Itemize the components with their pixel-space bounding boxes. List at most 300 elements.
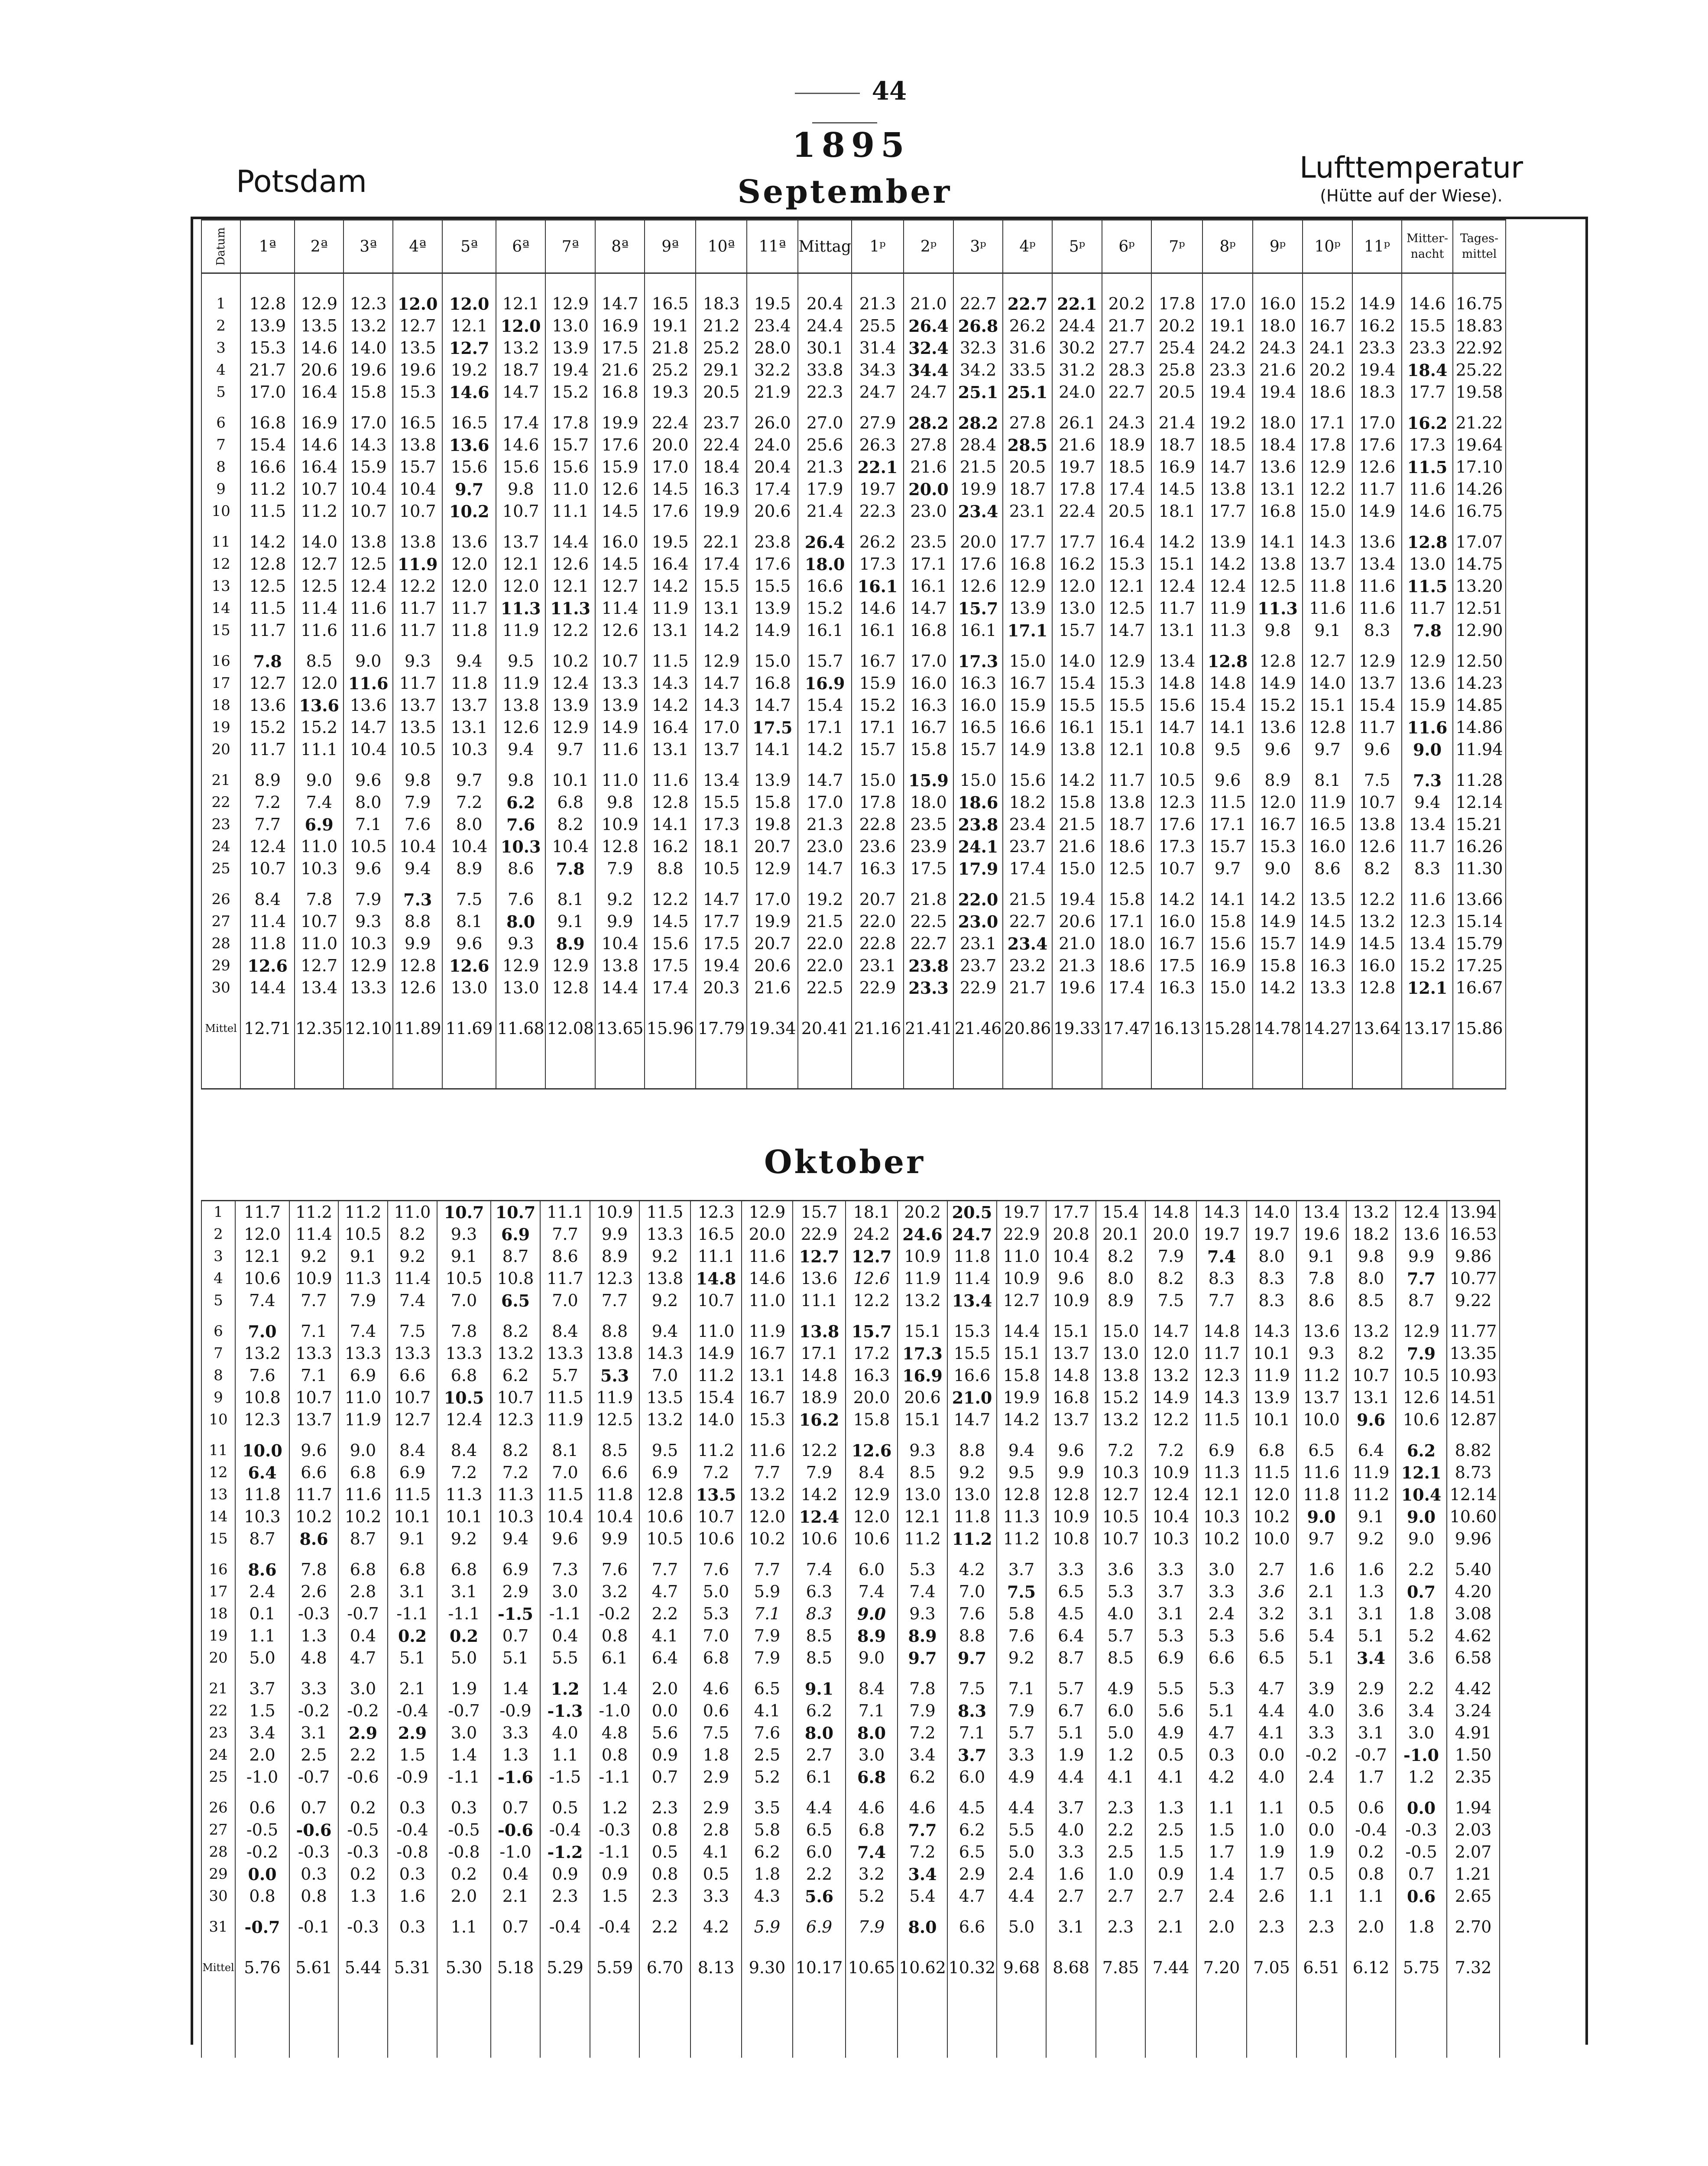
value-cell: 2.3 [540,1885,590,1907]
value-cell: 17.0 [798,791,852,814]
value-cell: 19.64 [1453,434,1506,456]
value-cell: 11.9 [540,1409,590,1431]
value-cell: 17.6 [953,553,1003,575]
value-cell: 8.2 [1346,1342,1396,1365]
value-cell: 1.6 [1296,1559,1346,1581]
value-cell: 14.4 [545,531,595,553]
value-cell: 4.2 [947,1559,997,1581]
mean-cell: 5.76 [235,1947,289,1988]
value-cell: 18.0 [1253,315,1303,337]
value-cell: 14.23 [1453,672,1506,694]
value-cell: 4.1 [1096,1766,1145,1788]
value-cell: 17.7 [1402,381,1453,403]
header-row [201,220,1506,273]
mean-cell: 15.96 [645,1008,696,1049]
value-cell: 9.3 [344,911,393,933]
value-cell: 10.1 [437,1506,491,1528]
value-cell: 11.30 [1453,858,1506,880]
value-cell: 11.3 [496,597,545,619]
value-cell: 12.0 [295,672,344,694]
value-cell: 16.7 [742,1342,793,1365]
value-cell: 2.0 [639,1678,690,1700]
value-cell: 9.8 [595,791,645,814]
value-cell: 21.4 [1151,412,1202,434]
value-cell: 21.6 [1052,434,1102,456]
value-cell: 7.8 [1296,1268,1346,1290]
value-cell: 21.6 [904,456,953,478]
mean-cell: 15.86 [1453,1008,1506,1049]
value-cell: -0.5 [235,1819,289,1841]
value-cell: 13.8 [595,955,645,977]
value-cell: 1.0 [1247,1819,1296,1841]
value-cell: 21.7 [1003,977,1052,999]
mean-cell: 14.27 [1303,1008,1352,1049]
value-cell: 0.3 [289,1863,338,1885]
value-cell: 13.3 [344,977,393,999]
value-cell: 6.8 [545,791,595,814]
value-cell: -0.8 [388,1841,437,1863]
value-cell: 12.2 [545,619,595,642]
value-cell: 6.4 [1046,1625,1096,1647]
value-cell: 15.8 [846,1409,898,1431]
value-cell: 0.7 [1396,1581,1447,1603]
value-cell: 9.4 [442,650,496,672]
value-cell: 18.0 [904,791,953,814]
value-cell: 8.5 [590,1440,639,1462]
table-row [201,1268,1500,1290]
value-cell: 15.9 [1402,694,1453,717]
value-cell: 18.6 [1102,955,1151,977]
value-cell: 8.9 [240,769,295,791]
mean-cell: 19.34 [747,1008,798,1049]
value-cell: 15.4 [240,434,295,456]
value-cell: 9.4 [491,1528,540,1550]
value-cell: 7.3 [540,1559,590,1581]
table-row [201,1528,1500,1550]
value-cell: 2.03 [1447,1819,1500,1841]
value-cell: 0.6 [690,1700,742,1722]
value-cell: 17.1 [1202,814,1253,836]
value-cell: 0.0 [1296,1819,1346,1841]
value-cell: 16.26 [1453,836,1506,858]
value-cell: 17.6 [747,553,798,575]
value-cell: 9.96 [1447,1528,1500,1550]
value-cell: 9.6 [289,1440,338,1462]
value-cell: 2.2 [1396,1559,1447,1581]
value-cell: 18.4 [1402,359,1453,381]
value-cell: 0.2 [338,1863,388,1885]
value-cell: 20.2 [1151,315,1202,337]
value-cell: 10.7 [496,500,545,522]
value-cell: 21.3 [852,293,904,315]
value-cell: 23.3 [1352,337,1402,359]
day-cell: 5 [201,381,240,403]
value-cell: 23.1 [852,955,904,977]
value-cell: -1.2 [540,1841,590,1863]
value-cell: 26.8 [953,315,1003,337]
value-cell: 12.9 [496,955,545,977]
value-cell: 14.9 [747,619,798,642]
value-cell: 6.2 [491,1365,540,1387]
value-cell: 5.4 [898,1885,947,1907]
value-cell: 2.1 [491,1885,540,1907]
value-cell: 15.3 [947,1320,997,1342]
value-cell: 9.9 [590,1528,639,1550]
value-cell: 22.8 [852,814,904,836]
value-cell: 7.9 [1396,1342,1447,1365]
value-cell: 17.3 [953,650,1003,672]
value-cell: 1.6 [1046,1863,1096,1885]
value-cell: 10.4 [1046,1245,1096,1268]
value-cell: 0.3 [388,1916,437,1938]
value-cell: 6.9 [295,814,344,836]
value-cell: 9.4 [496,739,545,761]
table-subtitle: (Hütte auf der Wiese). [1320,186,1503,205]
value-cell: 8.0 [496,911,545,933]
value-cell: 13.6 [442,531,496,553]
value-cell: 8.9 [898,1625,947,1647]
value-cell: 12.0 [393,293,442,315]
value-cell: 15.5 [1052,694,1102,717]
value-cell: 14.2 [1151,531,1202,553]
value-cell: 14.6 [496,434,545,456]
value-cell: 20.5 [947,1201,997,1224]
table-row [201,1387,1500,1409]
value-cell: 8.6 [1296,1290,1346,1312]
table-row [201,791,1506,814]
value-cell: 23.1 [1003,500,1052,522]
value-cell: 12.8 [639,1484,690,1506]
value-cell: 4.3 [742,1885,793,1907]
mean-cell: 6.51 [1296,1947,1346,1988]
day-cell: 27 [201,1819,235,1841]
value-cell: 16.6 [240,456,295,478]
value-cell: 5.6 [793,1885,846,1907]
value-cell: 10.9 [1145,1462,1196,1484]
value-cell: 1.4 [491,1678,540,1700]
value-cell: 9.0 [295,769,344,791]
value-cell: 8.4 [846,1462,898,1484]
value-cell: 7.2 [898,1722,947,1744]
value-cell: 7.1 [344,814,393,836]
value-cell: 13.6 [793,1268,846,1290]
table-row [201,694,1506,717]
value-cell: 28.2 [904,412,953,434]
value-cell: 17.1 [1303,412,1352,434]
value-cell: 20.8 [1046,1223,1096,1245]
value-cell: 15.1 [1046,1320,1096,1342]
value-cell: 11.6 [338,1484,388,1506]
value-cell: 3.7 [1046,1797,1096,1819]
value-cell: 4.1 [1247,1722,1296,1744]
value-cell: 12.6 [846,1268,898,1290]
value-cell: 21.7 [240,359,295,381]
value-cell: 11.3 [1202,619,1253,642]
value-cell: -0.3 [289,1603,338,1625]
value-cell: 13.20 [1453,575,1506,597]
value-cell: 8.9 [1096,1290,1145,1312]
value-cell: 22.7 [1102,381,1151,403]
value-cell: 10.8 [491,1268,540,1290]
value-cell: 8.0 [442,814,496,836]
value-cell: 14.0 [1303,672,1352,694]
value-cell: 9.1 [388,1528,437,1550]
value-cell: 9.0 [338,1440,388,1462]
value-cell: 10.77 [1447,1268,1500,1290]
value-cell: 7.4 [235,1290,289,1312]
value-cell: 9.0 [1396,1528,1447,1550]
value-cell: 16.9 [1202,955,1253,977]
value-cell: 6.8 [388,1559,437,1581]
value-cell: -1.0 [1396,1744,1447,1766]
value-cell: 9.7 [898,1647,947,1669]
header-cell: 4ᵖ [1003,220,1052,273]
value-cell: 16.0 [595,531,645,553]
mean-cell: 11.68 [496,1008,545,1049]
value-cell: 12.0 [442,575,496,597]
value-cell: 18.0 [1102,933,1151,955]
station-name: Potsdam [236,164,367,199]
value-cell: 5.3 [898,1559,947,1581]
value-cell: 15.6 [1151,694,1202,717]
value-cell: 28.3 [1102,359,1151,381]
value-cell: 16.9 [1151,456,1202,478]
value-cell: 5.7 [540,1365,590,1387]
value-cell: 9.5 [496,650,545,672]
day-cell: 4 [201,1268,235,1290]
value-cell: 13.94 [1447,1201,1500,1224]
value-cell: 15.2 [1096,1387,1145,1409]
value-cell: 23.4 [1003,814,1052,836]
value-cell: 15.0 [1003,650,1052,672]
value-cell: -0.1 [289,1916,338,1938]
value-cell: 11.3 [997,1506,1046,1528]
value-cell: 14.7 [1202,456,1253,478]
value-cell: 19.4 [1253,381,1303,403]
mean-cell: 13.65 [595,1008,645,1049]
value-cell: 10.7 [240,858,295,880]
value-cell: 2.1 [1145,1916,1196,1938]
value-cell: 0.9 [639,1744,690,1766]
table-row [201,1290,1500,1312]
value-cell: 13.4 [1352,553,1402,575]
day-cell: 7 [201,434,240,456]
mean-cell: 10.17 [793,1947,846,1988]
day-cell: 20 [201,1647,235,1669]
value-cell: 16.75 [1453,293,1506,315]
value-cell: 11.7 [540,1268,590,1290]
value-cell: 12.1 [898,1506,947,1528]
value-cell: 18.7 [1102,814,1151,836]
value-cell: 14.0 [295,531,344,553]
year-heading: 1895 [792,126,911,165]
day-cell: 9 [201,1387,235,1409]
value-cell: 7.0 [437,1290,491,1312]
value-cell: 14.26 [1453,478,1506,500]
value-cell: 5.7 [1046,1678,1096,1700]
value-cell: 15.0 [1096,1320,1145,1342]
value-cell: 11.1 [295,739,344,761]
value-cell: 9.6 [344,858,393,880]
value-cell: 5.0 [235,1647,289,1669]
value-cell: 2.9 [491,1581,540,1603]
value-cell: 11.8 [1296,1484,1346,1506]
value-cell: 26.2 [852,531,904,553]
day-cell: 16 [201,650,240,672]
value-cell: 11.6 [1402,478,1453,500]
value-cell: 2.8 [690,1819,742,1841]
value-cell: 8.5 [295,650,344,672]
value-cell: 11.9 [496,619,545,642]
value-cell: 10.3 [442,739,496,761]
value-cell: 11.8 [590,1484,639,1506]
value-cell: 13.0 [898,1484,947,1506]
table-row [201,836,1506,858]
value-cell: 32.2 [747,359,798,381]
value-cell: 6.5 [793,1819,846,1841]
value-cell: -1.5 [491,1603,540,1625]
value-cell: 18.3 [696,293,747,315]
value-cell: 11.6 [1296,1462,1346,1484]
value-cell: 14.2 [696,619,747,642]
value-cell: 13.6 [1253,717,1303,739]
value-cell: 16.53 [1447,1223,1500,1245]
value-cell: 21.3 [1052,955,1102,977]
value-cell: 17.7 [696,911,747,933]
value-cell: 8.0 [1346,1268,1396,1290]
value-cell: 10.9 [1046,1506,1096,1528]
value-cell: -0.4 [388,1819,437,1841]
value-cell: 11.4 [295,597,344,619]
value-cell: 24.4 [798,315,852,337]
table-row [201,1223,1500,1245]
value-cell: 12.0 [496,575,545,597]
value-cell: 15.8 [747,791,798,814]
value-cell: 9.1 [793,1678,846,1700]
value-cell: 12.7 [295,955,344,977]
value-cell: 17.5 [747,717,798,739]
mean-cell: 7.44 [1145,1947,1196,1988]
header-cell: Mittag [798,220,852,273]
value-cell: 7.5 [997,1581,1046,1603]
value-cell: 15.1 [898,1409,947,1431]
value-cell: 8.2 [545,814,595,836]
value-cell: 2.2 [793,1863,846,1885]
value-cell: 15.0 [852,769,904,791]
value-cell: -0.3 [289,1841,338,1863]
value-cell: 5.3 [1145,1625,1196,1647]
value-cell: 7.3 [393,888,442,911]
value-cell: 14.5 [1352,933,1402,955]
value-cell: 13.9 [545,694,595,717]
value-cell: 6.6 [947,1916,997,1938]
value-cell: 13.0 [442,977,496,999]
value-cell: 9.22 [1447,1290,1500,1312]
value-cell: 22.4 [645,412,696,434]
value-cell: 4.7 [1196,1722,1247,1744]
value-cell: 10.7 [1096,1528,1145,1550]
day-cell: 29 [201,955,240,977]
value-cell: 10.0 [1247,1528,1296,1550]
value-cell: 20.2 [1303,359,1352,381]
value-cell: 22.7 [953,293,1003,315]
value-cell: 17.1 [798,717,852,739]
value-cell: 3.7 [997,1559,1046,1581]
value-cell: 14.7 [798,769,852,791]
value-cell: 3.6 [1247,1581,1296,1603]
value-cell: 8.4 [540,1320,590,1342]
value-cell: 15.8 [1202,911,1253,933]
value-cell: 2.7 [1145,1885,1196,1907]
value-cell: 5.2 [1396,1625,1447,1647]
mean-cell: 21.46 [953,1008,1003,1049]
value-cell: 14.6 [442,381,496,403]
value-cell: 10.5 [1396,1365,1447,1387]
value-cell: 7.7 [898,1819,947,1841]
value-cell: 20.0 [1145,1223,1196,1245]
value-cell: 6.8 [338,1559,388,1581]
value-cell: 2.3 [1247,1916,1296,1938]
value-cell: 3.4 [235,1722,289,1744]
mean-cell: 19.33 [1052,1008,1102,1049]
value-cell: 13.1 [696,597,747,619]
value-cell: 10.9 [289,1268,338,1290]
value-cell: 13.8 [393,434,442,456]
value-cell: 10.5 [437,1387,491,1409]
value-cell: -0.7 [235,1916,289,1938]
value-cell: 1.1 [1196,1797,1247,1819]
value-cell: 6.4 [639,1647,690,1669]
value-cell: 10.3 [295,858,344,880]
value-cell: 9.9 [393,933,442,955]
value-cell: -0.3 [1396,1819,1447,1841]
value-cell: 0.8 [235,1885,289,1907]
value-cell: 11.7 [442,597,496,619]
value-cell: 13.1 [1253,478,1303,500]
value-cell: 8.4 [240,888,295,911]
value-cell: 8.2 [388,1223,437,1245]
value-cell: 16.5 [442,412,496,434]
value-cell: 3.6 [1346,1700,1396,1722]
value-cell: 12.1 [235,1245,289,1268]
value-cell: 3.3 [997,1744,1046,1766]
header-cell: 7ª [545,220,595,273]
value-cell: 34.4 [904,359,953,381]
value-cell: 9.8 [393,769,442,791]
value-cell: 21.6 [1052,836,1102,858]
value-cell: 2.9 [338,1722,388,1744]
value-cell: 19.4 [1202,381,1253,403]
value-cell: 13.7 [496,531,545,553]
value-cell: 12.5 [295,575,344,597]
value-cell: 11.7 [1352,717,1402,739]
day-cell: 30 [201,977,240,999]
header-cell: 1ᵖ [852,220,904,273]
value-cell: 13.3 [639,1223,690,1245]
value-cell: 21.5 [798,911,852,933]
value-cell: 18.1 [1151,500,1202,522]
mean-cell: 14.78 [1253,1008,1303,1049]
value-cell: 9.8 [496,478,545,500]
value-cell: 22.4 [1052,500,1102,522]
value-cell: 11.2 [997,1528,1046,1550]
value-cell: 10.9 [1046,1290,1096,1312]
value-cell: 3.3 [1046,1841,1096,1863]
value-cell: 13.4 [1151,650,1202,672]
value-cell: 3.1 [1346,1603,1396,1625]
value-cell: 15.7 [1052,619,1102,642]
value-cell: 16.4 [295,381,344,403]
